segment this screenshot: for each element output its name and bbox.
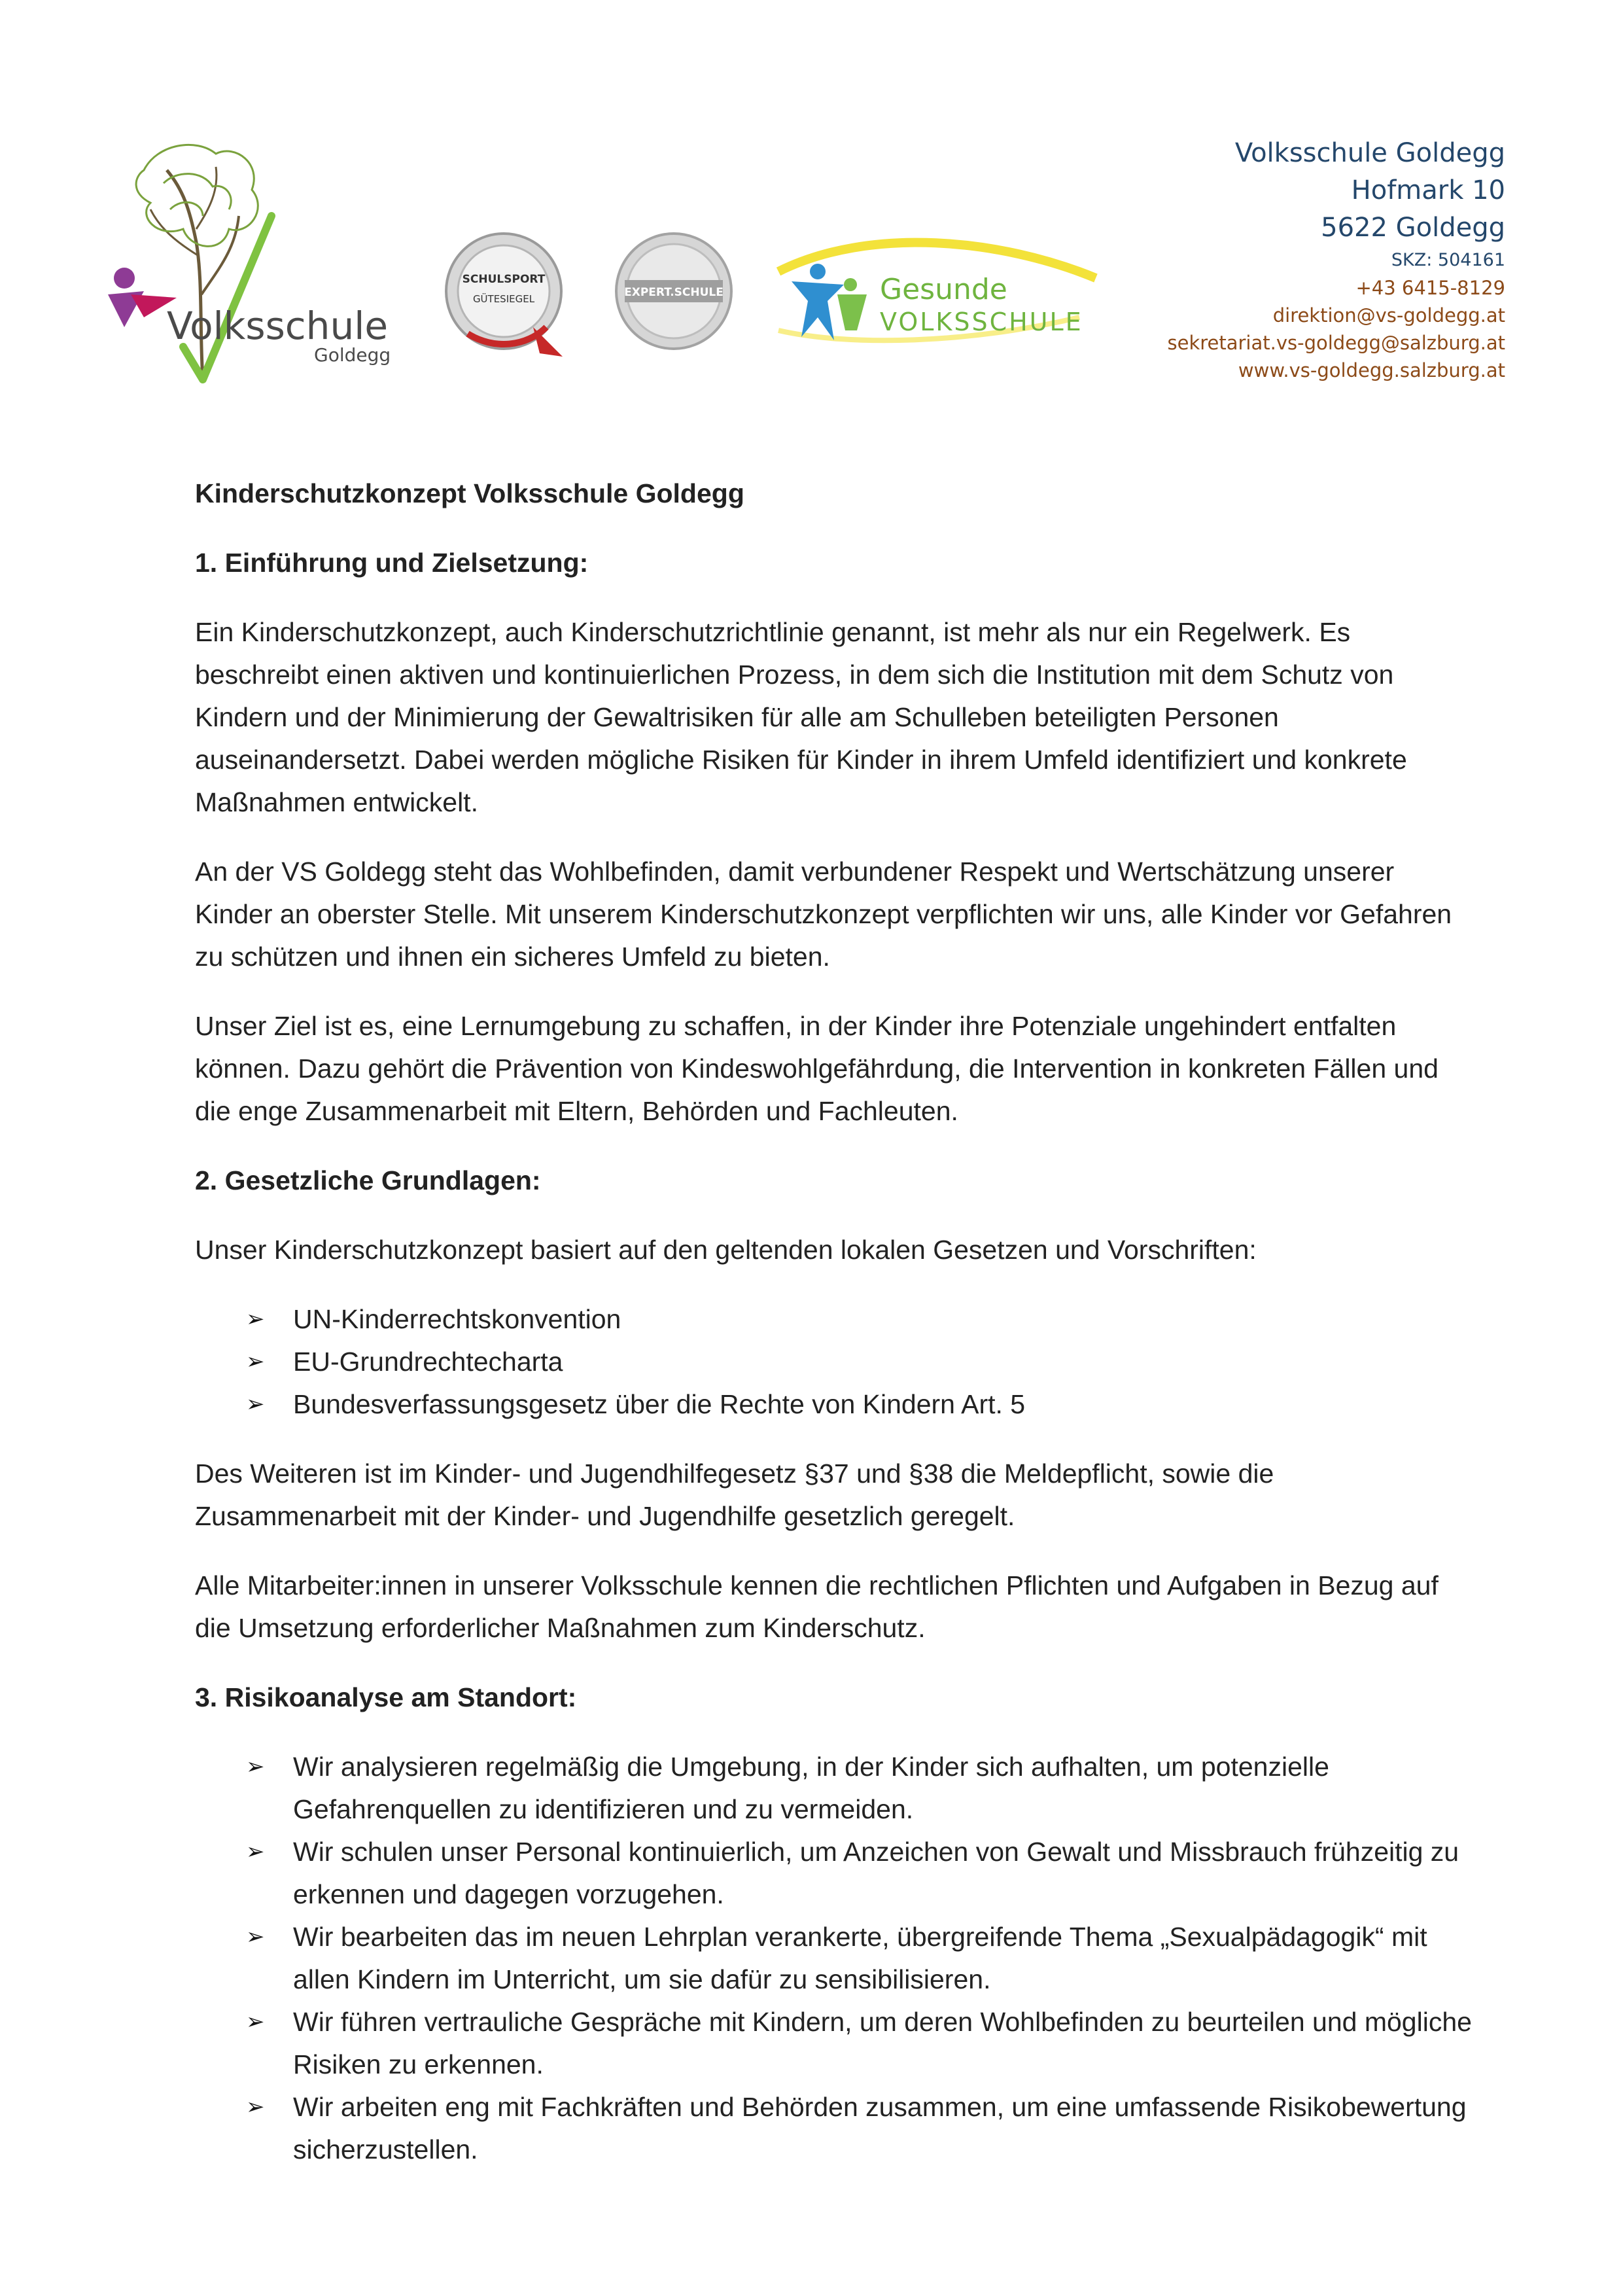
list-item bbox=[195, 1298, 1477, 1341]
list-item bbox=[195, 2086, 1477, 2171]
list-item-text: Wir schulen unser Personal kontinuierlich, um Anzeichen von Gewalt und Missbrauch frühzeitig zu erkennen und dagegen vorzugehen. bbox=[293, 1837, 1459, 1909]
list-item-text: Bundesverfassungsgesetz über die Rechte von Kindern Art. 5 bbox=[293, 1389, 1026, 1419]
seal-expert-text: EXPERT.SCHULE bbox=[624, 286, 724, 299]
arrow-bullet-icon: ➢ bbox=[246, 1754, 265, 1779]
arrow-bullet-icon: ➢ bbox=[246, 1349, 265, 1374]
address-city: 5622 Goldegg bbox=[1321, 213, 1505, 243]
section-1-paragraph: Ein Kinderschutzkonzept, auch Kinderschutzrichtlinie genannt, ist mehr als nur ein Regelwerk. Es beschreibt einen aktiven und kontinuierlichen Prozess, in dem sich die Institution mit dem Schutz von Kindern und der Minimierung der Gewaltrisiken für alle am Schulleben beteiligten Personen auseinandersetzt. Dabei werden mögliche Risiken für Kinder in ihrem Umfeld identifiziert und konkrete Maßnahmen entwickelt. bbox=[195, 617, 1407, 817]
volksschule-goldegg-logo bbox=[105, 131, 406, 386]
schulsport-guetesiegel-seal bbox=[442, 229, 566, 360]
school-address-block bbox=[1168, 135, 1506, 384]
arrow-bullet-icon: ➢ bbox=[246, 1307, 265, 1332]
volksschule-text: VOLKSSCHULE bbox=[880, 308, 1083, 336]
section-3-heading: 3. Risikoanalyse am Standort: bbox=[195, 1682, 577, 1712]
arrow-bullet-icon: ➢ bbox=[246, 1924, 265, 1949]
legal-basis-list bbox=[195, 1298, 1477, 1426]
section-2-paragraph: Des Weiteren ist im Kinder- und Jugendhilfegesetz §37 und §38 die Meldepflicht, sowie die Zusammenarbeit mit der Kinder- und Jugendhilfe gesetzlich geregelt. bbox=[195, 1458, 1274, 1531]
list-item bbox=[195, 1746, 1477, 1831]
arrow-bullet-icon: ➢ bbox=[246, 2094, 265, 2119]
list-item bbox=[195, 1383, 1477, 1426]
list-item bbox=[195, 2001, 1477, 2086]
list-item bbox=[195, 1341, 1477, 1383]
address-street: Hofmark 10 bbox=[1351, 175, 1505, 205]
gesunde-text: Gesunde bbox=[880, 273, 1007, 306]
section-1-paragraph: Unser Ziel ist es, eine Lernumgebung zu schaffen, in der Kinder ihre Potenziale ungehindert entfalten können. Dazu gehört die Prävention von Kindeswohlgefährdung, die Intervention in konkreten Fällen und die enge Zusammenarbeit mit Eltern, Behörden und Fachleuten. bbox=[195, 1011, 1439, 1126]
document-title: Kinderschutzkonzept Volksschule Goldegg bbox=[195, 478, 744, 508]
list-item-text: Wir bearbeiten das im neuen Lehrplan verankerte, übergreifende Thema „Sexualpädagogik“ mit allen Kindern im Unterricht, um sie dafür zu sensibilisieren. bbox=[293, 1922, 1427, 1994]
list-item-text: EU-Grundrechtecharta bbox=[293, 1347, 563, 1377]
section-1-paragraph: An der VS Goldegg steht das Wohlbefinden, damit verbundener Respekt und Wertschätzung unserer Kinder an oberster Stelle. Mit unserem Kinderschutzkonzept verpflichten wir uns, alle Kinder vor Gefahren zu schützen und ihnen ein sicheres Umfeld zu bieten. bbox=[195, 857, 1452, 972]
seal-schulsport-text: SCHULSPORT bbox=[462, 273, 546, 286]
arrow-bullet-icon: ➢ bbox=[246, 1839, 265, 1864]
address-email-sekretariat[interactable]: sekretariat.vs-goldegg@salzburg.at bbox=[1167, 332, 1505, 354]
section-1-heading: 1. Einführung und Zielsetzung: bbox=[195, 548, 589, 578]
list-item-text: Wir führen vertrauliche Gespräche mit Kindern, um deren Wohlbefinden zu beurteilen und mögliche Risiken zu erkennen. bbox=[293, 2007, 1472, 2079]
expert-schule-seal bbox=[612, 229, 736, 353]
list-item bbox=[195, 1831, 1477, 1916]
logo-wordmark: Volksschule bbox=[167, 304, 389, 348]
list-item-text: UN-Kinderrechtskonvention bbox=[293, 1304, 621, 1334]
document-body bbox=[195, 472, 1477, 2198]
address-phone: +43 6415-8129 bbox=[1355, 277, 1505, 299]
gesunde-volksschule-logo bbox=[772, 232, 1099, 357]
list-item-text: Wir arbeiten eng mit Fachkräften und Behörden zusammen, um eine umfassende Risikobewertung sicherzustellen. bbox=[293, 2092, 1467, 2164]
section-2-paragraph: Alle Mitarbeiter:innen in unserer Volksschule kennen die rechtlichen Pflichten und Aufgaben in Bezug auf die Umsetzung erforderlicher Maßnahmen zum Kinderschutz. bbox=[195, 1570, 1439, 1643]
logo-subtitle: Goldegg bbox=[314, 344, 391, 366]
list-item-text: Wir analysieren regelmäßig die Umgebung, in der Kinder sich aufhalten, um potenzielle Gefahrenquellen zu identifizieren und zu vermeiden. bbox=[293, 1752, 1329, 1824]
address-skz: SKZ: 504161 bbox=[1391, 250, 1505, 270]
list-item bbox=[195, 1916, 1477, 2001]
risk-analysis-list bbox=[195, 1746, 1477, 2171]
seal-guetesiegel-text: GÜTESIEGEL bbox=[472, 293, 535, 305]
address-school-name: Volksschule Goldegg bbox=[1234, 138, 1505, 168]
section-2-intro: Unser Kinderschutzkonzept basiert auf den geltenden lokalen Gesetzen und Vorschriften: bbox=[195, 1235, 1257, 1265]
arrow-bullet-icon: ➢ bbox=[246, 2009, 265, 2034]
arrow-bullet-icon: ➢ bbox=[246, 1392, 265, 1417]
section-2-heading: 2. Gesetzliche Grundlagen: bbox=[195, 1165, 541, 1195]
address-email-direktion[interactable]: direktion@vs-goldegg.at bbox=[1272, 304, 1505, 327]
address-website[interactable]: www.vs-goldegg.salzburg.at bbox=[1238, 359, 1505, 381]
